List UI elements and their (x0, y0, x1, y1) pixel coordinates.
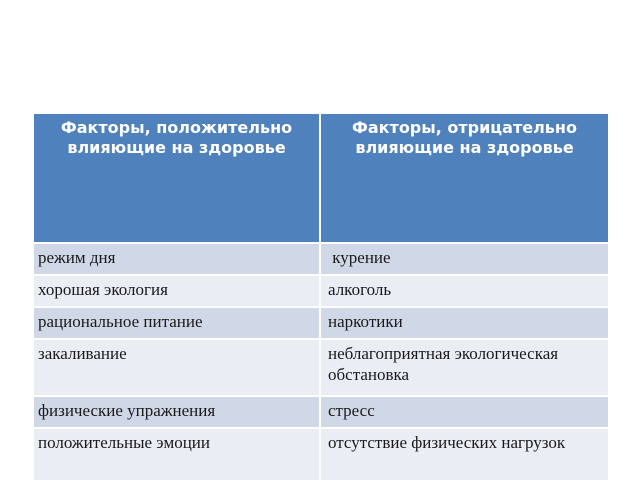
positive-factor-cell: положительные эмоции (33, 428, 320, 480)
positive-factor-cell: рациональное питание (33, 307, 320, 339)
header-positive-factors (33, 113, 320, 243)
table-row (33, 307, 609, 339)
negative-factor-cell: алкоголь (320, 275, 609, 307)
table-row (33, 243, 609, 275)
positive-factor-cell: режим дня (33, 243, 320, 275)
header-negative-label: Факторы, отрицательно влияющие на здоровье (352, 118, 577, 157)
positive-factor-cell: закаливание (33, 339, 320, 396)
table-row (33, 275, 609, 307)
negative-factor-cell: стресс (320, 396, 609, 428)
negative-factor-cell: курение (320, 243, 609, 275)
table-row (33, 396, 609, 428)
table-row (33, 428, 609, 480)
factors-table (32, 112, 610, 480)
positive-factor-cell: хорошая экология (33, 275, 320, 307)
negative-factor-cell: неблагоприятная экологическая обстановка (320, 339, 609, 396)
negative-factor-cell: наркотики (320, 307, 609, 339)
header-negative-factors (320, 113, 609, 243)
header-positive-label: Факторы, положительно влияющие на здоровье (60, 118, 293, 157)
negative-factor-cell: отсутствие физических нагрузок (320, 428, 609, 480)
positive-factor-cell: физические упражнения (33, 396, 320, 428)
table-row (33, 339, 609, 396)
header-row (33, 113, 609, 243)
